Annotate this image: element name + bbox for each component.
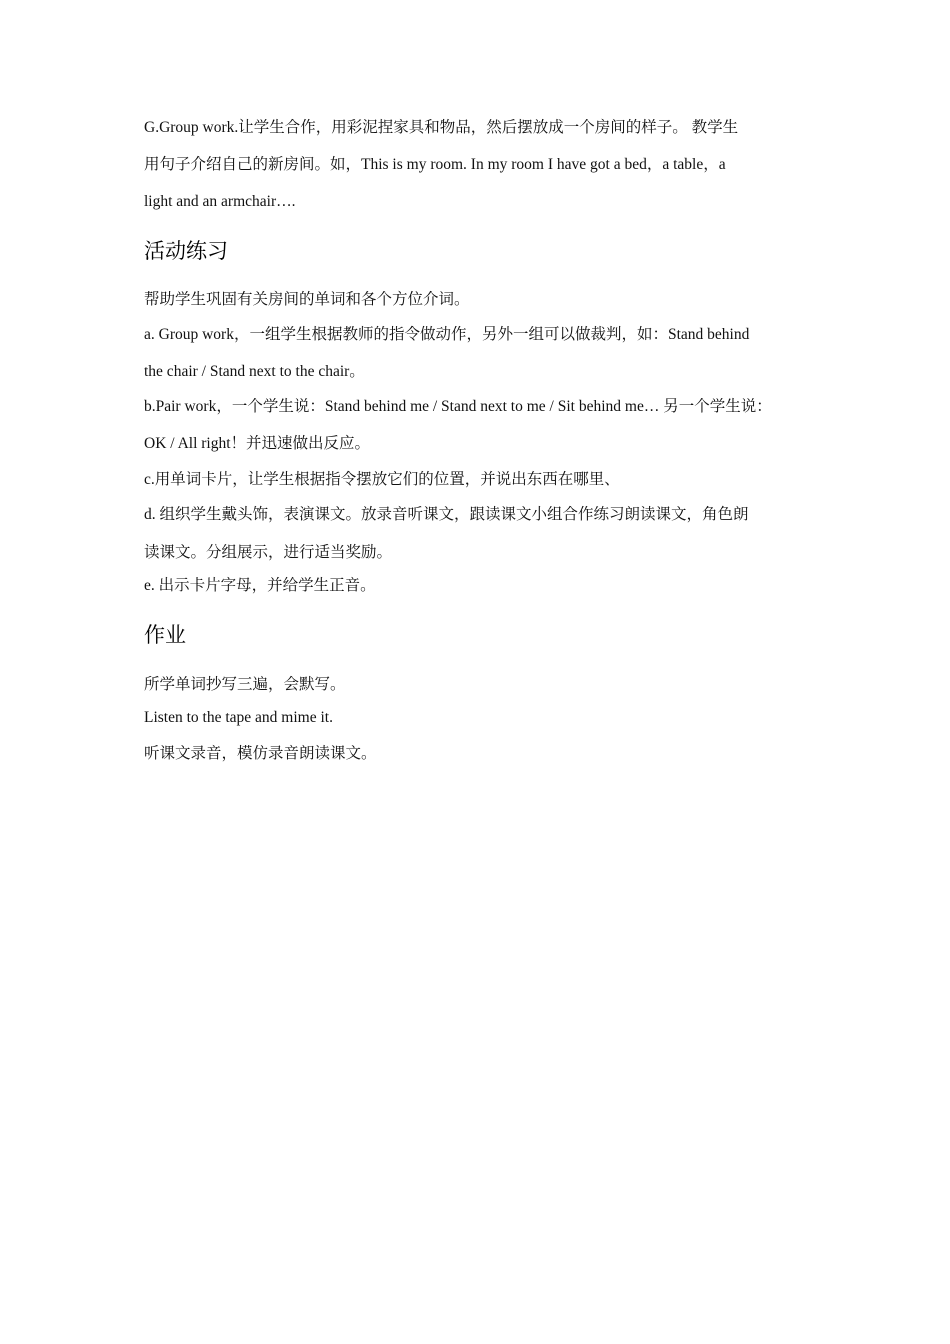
homework-heading: 作业 (144, 623, 186, 647)
intro-line-3: light and an armchair…. (144, 193, 296, 210)
activity-line-5: OK / All right！并迅速做出反应。 (144, 435, 371, 452)
homework-line-1: 所学单词抄写三遍，会默写。 (144, 676, 346, 693)
homework-line-2: Listen to the tape and mime it. (144, 709, 333, 726)
homework-line-3: 听课文录音，模仿录音朗读课文。 (144, 745, 377, 762)
activity-line-8: 读课文。分组展示，进行适当奖励。 (144, 544, 393, 561)
activity-line-4: b.Pair work，一个学生说：Stand behind me / Stand next to me / Sit behind me… 另一个学生说： (144, 398, 772, 415)
activity-line-6: c.用单词卡片，让学生根据指令摆放它们的位置，并说出东西在哪里、 (144, 471, 620, 488)
activity-line-1: 帮助学生巩固有关房间的单词和各个方位介词。 (144, 291, 470, 308)
activity-line-3: the chair / Stand next to the chair。 (144, 363, 365, 380)
activity-line-2: a. Group work，一组学生根据教师的指令做动作，另外一组可以做裁判，如：Stand behind (144, 326, 750, 343)
intro-line-2: 用句子介绍自己的新房间。如，This is my room. In my room I have got a bed，a table，a (144, 156, 726, 173)
activity-heading: 活动练习 (144, 239, 228, 263)
activity-line-7: d. 组织学生戴头饰，表演课文。放录音听课文，跟读课文小组合作练习朗读课文，角色朗 (144, 506, 749, 523)
activity-line-9: e. 出示卡片字母，并给学生正音。 (144, 577, 376, 594)
intro-line-1: G.Group work.让学生合作，用彩泥捏家具和物品，然后摆放成一个房间的样子。 教学生 (144, 119, 739, 136)
